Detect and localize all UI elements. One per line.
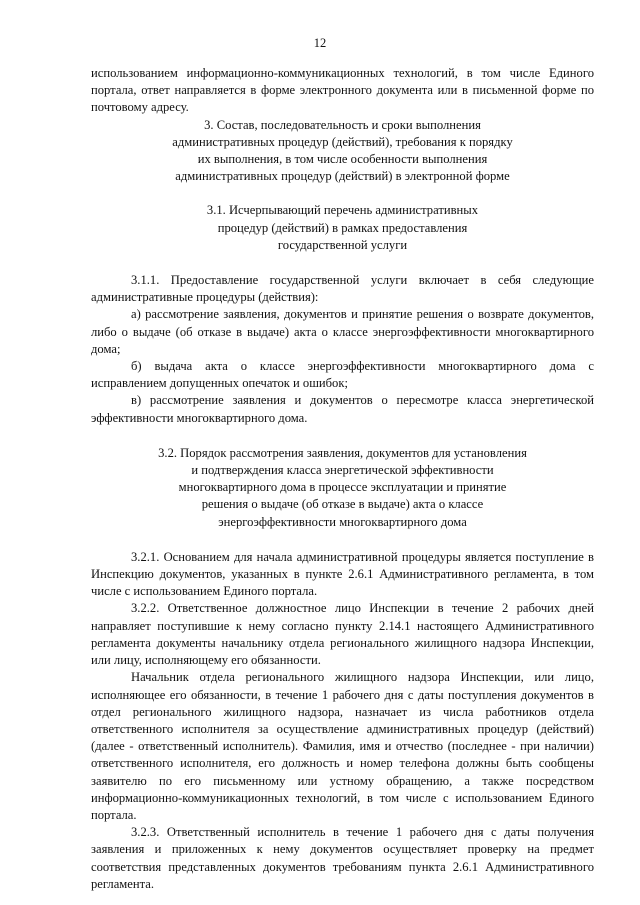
heading-line: энергоэффективности многоквартирного дома: [218, 514, 467, 529]
paragraph-3-2-2-continued: Начальник отдела регионального жилищного надзора Инспекции, или лицо, исполняющее его обязанности, в течение 1 рабочего дня с даты поступления документов в отдел регионального жилищного надзора, назначает из числа работников отдела ответственного исполнителя за осуществление административных процедур (действий) (далее - ответственный исполнитель). Фамилия, имя и отчество (последнее - при наличии) ответственного исполнителя, его должность и номер телефона должны быть сообщены заявителю по его письменному или устному обращению, а также посредством информационно-коммуникационных технологий, в том числе с использованием Единого портала.: [91, 670, 594, 822]
heading-line: административных процедур (действий) в электронной форме: [175, 169, 510, 184]
paragraph-3-2-3: 3.2.3. Ответственный исполнитель в течение 1 рабочего дня с даты получения заявления и приложенных к нему документов осуществляет проверку на предмет соответствия представленных документов требованиям пункта 2.6.1 Административного регламента.: [91, 825, 594, 891]
heading-line: многоквартирного дома в процессе эксплуатации и принятие: [178, 480, 507, 495]
paragraph-3-2-2: 3.2.2. Ответственное должностное лицо Инспекции в течение 2 рабочих дней направляет поступившие к нему согласно пункту 2.14.1 настоящего Административного регламента документы начальнику отдела регионального жилищного надзора Инспекции, или лицу, исполняющему его обязанности.: [91, 601, 594, 668]
section-3-heading: [91, 117, 594, 186]
paragraph-3-2-1: 3.2.1. Основанием для начала административной процедуры является поступление в Инспекцию документов, указанных в пункте 2.6.1 Административного регламента, в том числе с использованием Единого портала.: [91, 549, 594, 599]
heading-line: их выполнения, в том числе особенности выполнения: [197, 152, 488, 167]
heading-line: решения о выдаче (об отказе в выдаче) акта о классе: [201, 497, 484, 512]
paragraph-intro: использованием информационно-коммуникационных технологий, в том числе Единого портала, ответ направляется в форме электронного документа или в письменной форме по почтовому адресу.: [91, 66, 594, 115]
heading-line: административных процедур (действий), требования к порядку: [172, 134, 513, 149]
heading-line: 3. Состав, последовательность и сроки выполнения: [204, 117, 481, 132]
document-body: [91, 65, 594, 893]
page-number: 12: [313, 36, 327, 50]
section-3-1-heading: [91, 202, 594, 254]
heading-line: государственной услуги: [277, 237, 408, 252]
section-3-2-heading: [91, 445, 594, 531]
paragraph-3-1-1: 3.1.1. Предоставление государственной услуги включает в себя следующие административные процедуры (действия):: [91, 273, 594, 305]
heading-line: 3.2. Порядок рассмотрения заявления, документов для установления: [158, 445, 527, 460]
heading-line: процедур (действий) в рамках предоставления: [217, 220, 468, 235]
list-item-c: в) рассмотрение заявления и документов о пересмотре класса энергетической эффективности многоквартирного дома.: [91, 393, 594, 425]
heading-line: 3.1. Исчерпывающий перечень административных: [206, 203, 479, 218]
heading-line: и подтверждения класса энергетической эффективности: [191, 463, 494, 478]
list-item-b: б) выдача акта о классе энергоэффективности многоквартирного дома с исправлением допущенных опечаток и ошибок;: [91, 359, 594, 391]
list-item-a: а) рассмотрение заявления, документов и принятие решения о возврате документов, либо о выдаче (об отказе в выдаче) акта о классе энергоэффективности многоквартирного дома;: [91, 307, 594, 356]
